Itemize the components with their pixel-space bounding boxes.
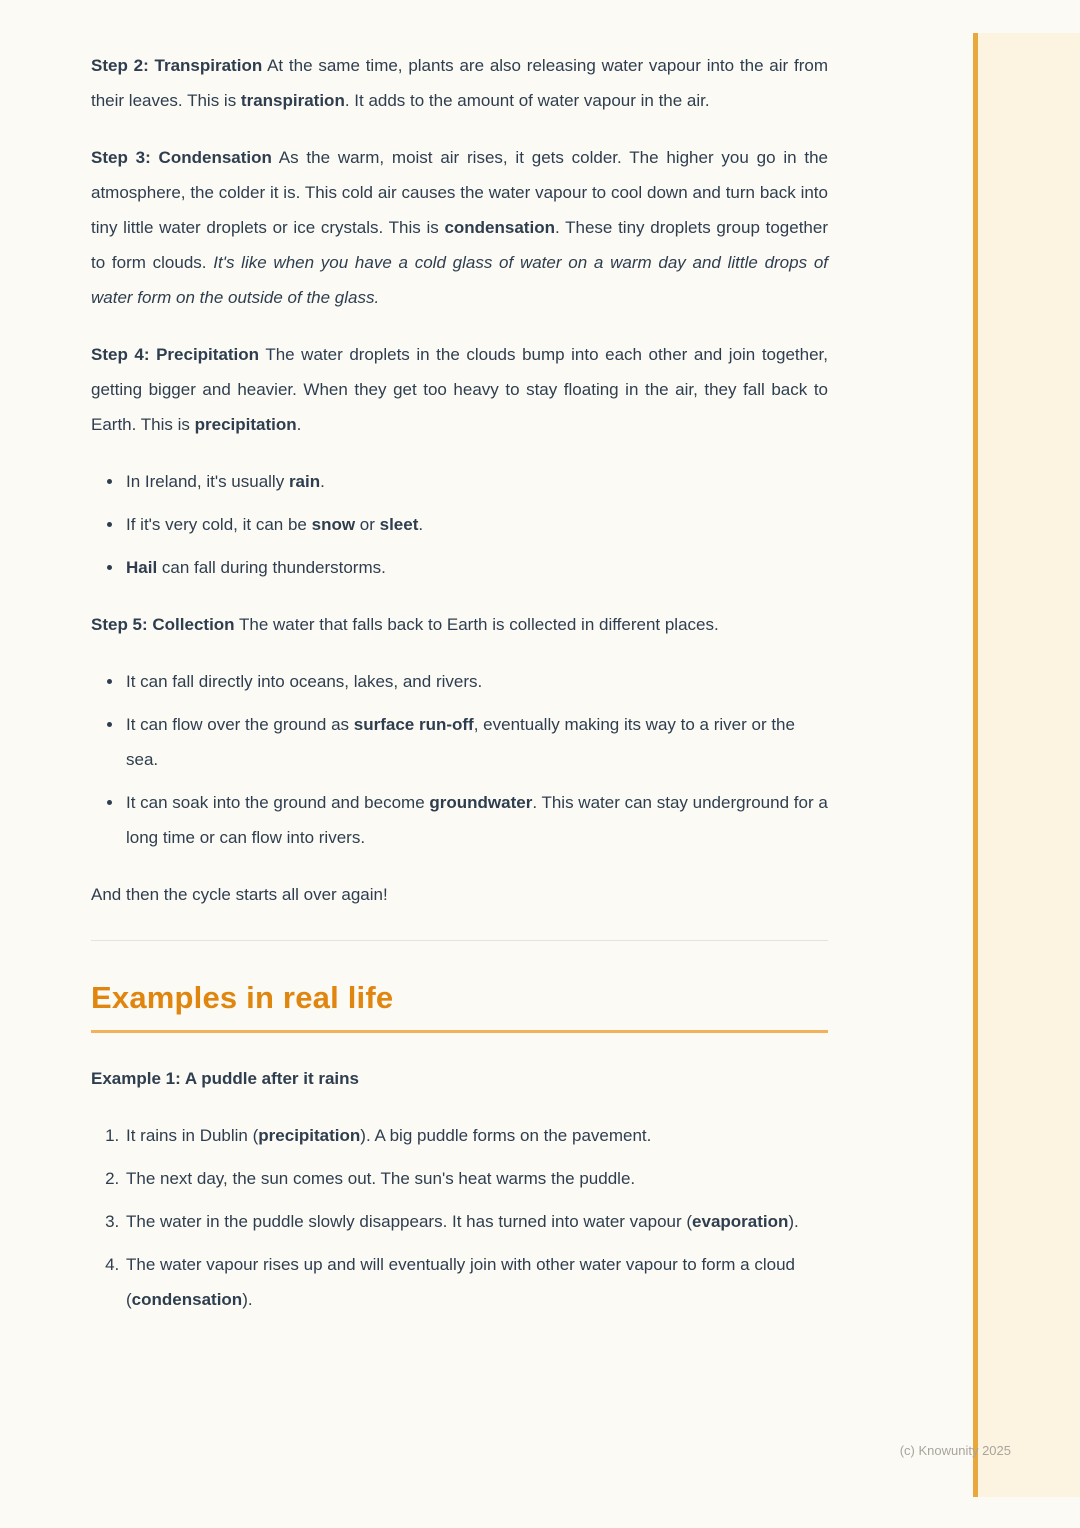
list-item <box>124 664 828 699</box>
example-1-steps <box>91 1118 828 1317</box>
text-run: , eventually making its way to a river or the sea. <box>126 715 795 769</box>
document-content <box>91 48 828 1339</box>
bold-text: Step 4: Precipitation <box>91 345 260 364</box>
bold-text: Step 3: Condensation <box>91 148 272 167</box>
list-item <box>124 1161 828 1196</box>
bold-text: groundwater <box>429 793 533 812</box>
italic-text: It's like when you have a cold glass of water on a warm day and little drops of water form on the outside of the glass. <box>91 253 829 307</box>
side-band <box>978 33 1080 1497</box>
precipitation-list <box>91 464 828 585</box>
bold-text: precipitation <box>194 415 297 434</box>
bold-text: Step 5: Collection <box>91 615 235 634</box>
bold-text: surface run-off <box>353 715 474 734</box>
copyright-watermark: (c) Knowunity 2025 <box>899 1443 1011 1458</box>
section-heading: Examples in real life <box>91 979 828 1033</box>
text-run: . This water can stay underground for a long time or can flow into rivers. <box>126 793 828 847</box>
text-run: It can soak into the ground and become <box>126 793 430 812</box>
text-run: ). A big puddle forms on the pavement. <box>360 1126 652 1145</box>
step-3-paragraph <box>91 140 828 315</box>
list-item <box>124 550 828 585</box>
text-run: The water in the puddle slowly disappears. It has turned into water vapour ( <box>126 1212 693 1231</box>
list-item <box>124 1118 828 1153</box>
bold-text: Hail <box>126 558 158 577</box>
step-5-paragraph <box>91 607 828 642</box>
text-run: . It adds to the amount of water vapour in the air. <box>344 91 710 110</box>
bold-text: evaporation <box>692 1212 789 1231</box>
text-run: As the warm, moist air rises, it gets colder. The higher you go in the atmosphere, the colder it is. This cold air causes the water vapour to cool down and turn back into tiny little water droplets or ice crystals. This is <box>91 148 828 237</box>
text-run: It rains in Dublin ( <box>126 1126 259 1145</box>
list-item <box>124 707 828 777</box>
bold-text: sleet <box>379 515 419 534</box>
text-run: The water droplets in the clouds bump into each other and join together, getting bigger and heavier. When they get too heavy to stay floating in the air, they fall back to Earth. This is <box>91 345 828 434</box>
bold-text: Step 2: Transpiration <box>91 56 263 75</box>
text-run: . These tiny droplets group together to form clouds. <box>91 218 829 272</box>
text-run: And then the cycle starts all over again! <box>91 885 388 904</box>
text-run: It can flow over the ground as <box>126 715 354 734</box>
list-item <box>124 785 828 855</box>
collection-list <box>91 664 828 855</box>
bold-text: rain <box>288 472 321 491</box>
list-item <box>124 1247 828 1317</box>
bold-text: precipitation <box>258 1126 361 1145</box>
text-run: If it's very cold, it can be <box>126 515 312 534</box>
text-run: ). <box>242 1290 253 1309</box>
text-run: At the same time, plants are also releasing water vapour into the air from their leaves. This is <box>91 56 828 110</box>
text-run: It can fall directly into oceans, lakes, and rivers. <box>126 672 483 691</box>
bold-text: condensation <box>444 218 555 237</box>
step-4-paragraph <box>91 337 828 442</box>
list-item <box>124 507 828 542</box>
list-item <box>124 464 828 499</box>
text-run: can fall during thunderstorms. <box>157 558 386 577</box>
list-item <box>124 1204 828 1239</box>
section-divider <box>91 940 828 941</box>
bold-text: Example 1: A puddle after it rains <box>91 1069 359 1088</box>
text-run: . <box>296 415 302 434</box>
text-run: or <box>355 515 380 534</box>
text-run: . <box>320 472 325 491</box>
text-run: The next day, the sun comes out. The sun's heat warms the puddle. <box>126 1169 636 1188</box>
cycle-restart-paragraph <box>91 877 828 912</box>
bold-text: condensation <box>131 1290 243 1309</box>
side-accent-stripe <box>973 33 978 1497</box>
text-run: In Ireland, it's usually <box>126 472 289 491</box>
bold-text: snow <box>311 515 356 534</box>
text-run: . <box>418 515 424 534</box>
text-run: ). <box>788 1212 799 1231</box>
example-1-heading <box>91 1061 828 1096</box>
text-run: The water that falls back to Earth is collected in different places. <box>234 615 719 634</box>
bold-text: transpiration <box>240 91 345 110</box>
text-run: The water vapour rises up and will eventually join with other water vapour to form a cloud ( <box>126 1255 796 1309</box>
step-2-paragraph <box>91 48 828 118</box>
